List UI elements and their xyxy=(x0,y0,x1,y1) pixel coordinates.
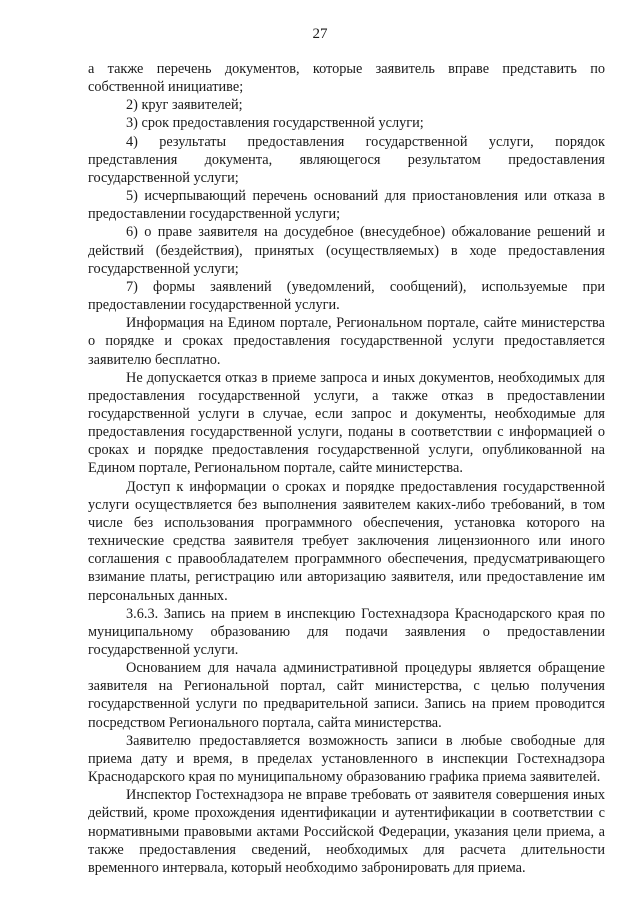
paragraph-portal-info: Информация на Едином портале, Региональном портале, сайте министерства о порядке и сроках предоставления государственной услуги предоставляется заявителю бесплатно. xyxy=(88,315,605,368)
paragraph-refusal: Не допускается отказ в приеме запроса и иных документов, необходимых для предоставления государственной услуги, а также отказ в предоставлении государственной услуги в случае, если запрос и документы, необходимые для предоставления государственной услуги, поданы в соответствии с информацией о сроках и порядке предоставления государственной услуги, опубликованной на Едином портале, Региональном портале, сайте министерства. xyxy=(88,369,605,477)
paragraph-1: а также перечень документов, которые заявитель вправе представить по собственной инициативе; xyxy=(88,61,605,96)
list-item-2: 2) круг заявителей; xyxy=(126,97,243,114)
list-item-6: 6) о праве заявителя на досудебное (внесудебное) обжалование решений и действий (бездействия), принятых (осуществляемых) в ходе предоставления государственной услуги; xyxy=(88,224,605,277)
paragraph-inspector: Инспектор Гостехнадзора не вправе требовать от заявителя совершения иных действий, кроме прохождения идентификации и аутентификации в соответствии с нормативными правовыми актами Российской Федерации, указания цели приема, а также предоставления сведений, необходимых для расчета длительности временного интервала, который необходимо забронировать для приема. xyxy=(88,787,605,876)
list-item-4: 4) результаты предоставления государственной услуги, порядок представления документа, являющегося результатом предоставления государственной услуги; xyxy=(88,133,605,186)
page-number: 27 xyxy=(312,26,328,42)
list-item-7: 7) формы заявлений (уведомлений, сообщений), используемые при предоставлении государственной услуги. xyxy=(88,278,605,314)
list-item-3: 3) срок предоставления государственной услуги; xyxy=(126,115,424,132)
document-body xyxy=(88,60,605,877)
paragraph-booking: Заявителю предоставляется возможность записи в любые свободные для приема дату и время, в пределах установленного в инспекции Гостехнадзора Краснодарского края по муниципальному образованию графика приема заявителей. xyxy=(88,732,605,786)
section-3-6-3: 3.6.3. Запись на прием в инспекцию Гостехнадзора Краснодарского края по муниципальному образованию для подачи заявления о предоставлении государственной услуги. xyxy=(88,605,605,658)
paragraph-basis: Основанием для начала административной процедуры является обращение заявителя на Региональной портал, сайт министерства, с целью получения государственной услуги по предварительной записи. Запись на прием проводится посредством Регионального портала, сайта министерства. xyxy=(88,660,605,731)
paragraph-access: Доступ к информации о сроках и порядке предоставления государственной услуги осуществляется без выполнения заявителем каких-либо требований, в том числе без использования программного обеспечения, установка которого на технические средства заявителя требует заключения лицензионного или иного соглашения с правообладателем программного обеспечения, предусматривающего взимание платы, регистрацию или авторизацию заявителя, или предоставление им персональных данных. xyxy=(88,478,605,604)
list-item-5: 5) исчерпывающий перечень оснований для приостановления или отказа в предоставлении государственной услуги; xyxy=(88,188,605,223)
